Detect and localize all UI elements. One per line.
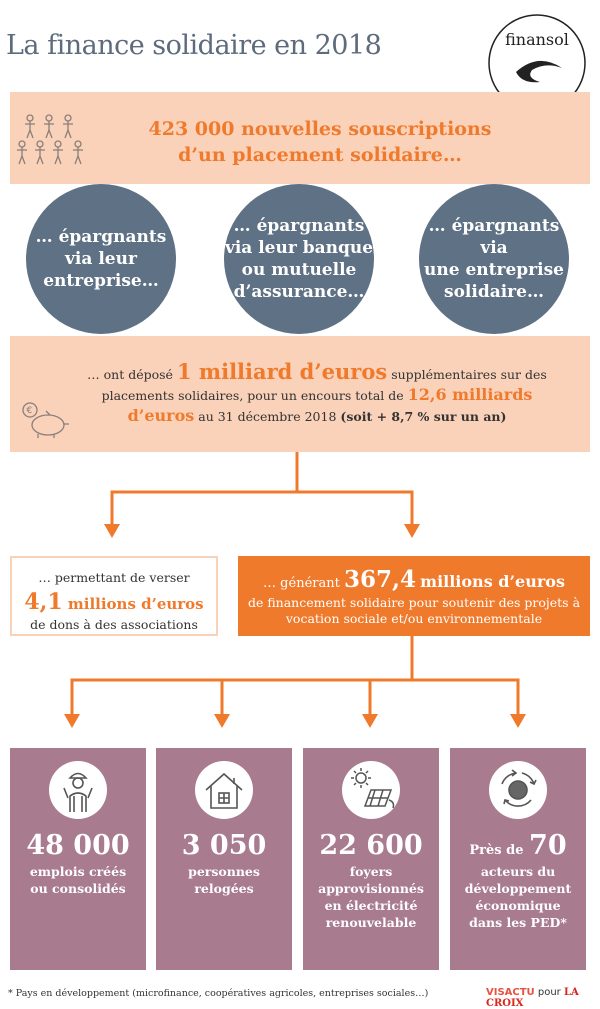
impact-prefix: Près de: [469, 843, 524, 858]
donations-post: de dons à des associations: [30, 617, 198, 632]
impact-line: renouvelable: [325, 915, 417, 930]
impact-value: 22 600: [319, 830, 423, 861]
financing-amount: 367,4: [343, 566, 416, 593]
deposit-mid: supplémentaires sur des placements solidaires, pour un encours total de: [101, 367, 547, 403]
credit-pour: pour: [537, 987, 561, 998]
circle-text: entreprise…: [43, 271, 159, 291]
credit: [486, 987, 600, 1009]
impact-text: [160, 863, 288, 897]
financing-post: de financement solidaire pour soutenir des projets à vocation sociale et/ou environnementale: [247, 595, 581, 626]
impact-line: foyers: [349, 864, 393, 879]
deposit-total: 12,6 milliards d’euros: [127, 385, 533, 425]
circle-text: … épargnants: [35, 227, 167, 247]
impact-line: acteurs du: [480, 864, 556, 879]
donations-pre: … permettant de verser: [38, 570, 190, 585]
impact-line: approvisionnés: [318, 881, 424, 896]
circle-text: via leur banque: [224, 238, 374, 258]
logo-name: finansol: [505, 30, 569, 49]
house-icon: [194, 760, 254, 820]
impact-value: 70: [529, 830, 567, 861]
worker-icon: [48, 760, 108, 820]
circle-text: d’assurance…: [233, 282, 365, 302]
credit-la-croix: LA CROIX: [486, 987, 579, 1009]
impact-value: 48 000: [26, 830, 130, 861]
financing-pre: … générant: [263, 576, 340, 591]
impact-card-development: [450, 748, 586, 970]
circle-text: solidaire…: [444, 282, 544, 302]
impact-card-energy: [303, 748, 439, 970]
credit-visactu: VISACTU: [486, 987, 535, 998]
solar-panel-icon: [341, 760, 401, 820]
donations-amount: 4,1: [24, 589, 63, 615]
impact-line: économique: [475, 898, 561, 913]
donations-amount-line: [12, 589, 216, 615]
impact-line: ou consolidés: [30, 881, 126, 896]
headline-line2: d’un placement solidaire…: [178, 144, 462, 166]
headline-line1: 423 000 nouvelles souscriptions: [148, 118, 492, 140]
impact-line: en électricité: [324, 898, 418, 913]
page-title: La finance solidaire en 2018: [6, 30, 382, 61]
circle-text: … épargnants: [428, 216, 560, 236]
impact-card-jobs: [10, 748, 146, 970]
circle-text: via leur: [65, 249, 137, 269]
impact-text: [14, 863, 142, 897]
impact-line: dans les PED*: [469, 915, 567, 930]
deposit-pre: … ont déposé: [87, 367, 173, 382]
circle-text: via: [480, 238, 508, 258]
financing-unit: millions d’euros: [420, 572, 565, 591]
circle-text: … épargnants: [233, 216, 365, 236]
deposit-growth: (soit + 8,7 % sur un an): [340, 409, 507, 424]
impact-value-line: [450, 830, 586, 861]
impact-text: [454, 863, 582, 931]
financing-box: [238, 556, 590, 636]
circle-text: ou mutuelle: [241, 260, 357, 280]
footnote: * Pays en développement (microfinance, coopératives agricoles, entreprises sociales…): [8, 988, 429, 999]
impact-text: [307, 863, 435, 931]
svg-text:€: €: [26, 406, 33, 416]
impact-line: relogées: [194, 881, 254, 896]
impact-line: développement: [464, 881, 572, 896]
financing-amount-line: [238, 566, 590, 593]
donations-unit: millions d’euros: [67, 595, 204, 613]
impact-value: 3 050: [181, 830, 267, 861]
deposit-amount: 1 milliard d’euros: [176, 359, 388, 384]
circle-text: une entreprise: [424, 260, 564, 280]
deposit-date: au 31 décembre 2018: [198, 409, 337, 424]
impact-line: personnes: [188, 864, 260, 879]
impact-card-housing: [156, 748, 292, 970]
globe-recycle-icon: [488, 760, 548, 820]
donations-box: [10, 556, 218, 636]
impact-line: emplois créés: [29, 864, 127, 879]
